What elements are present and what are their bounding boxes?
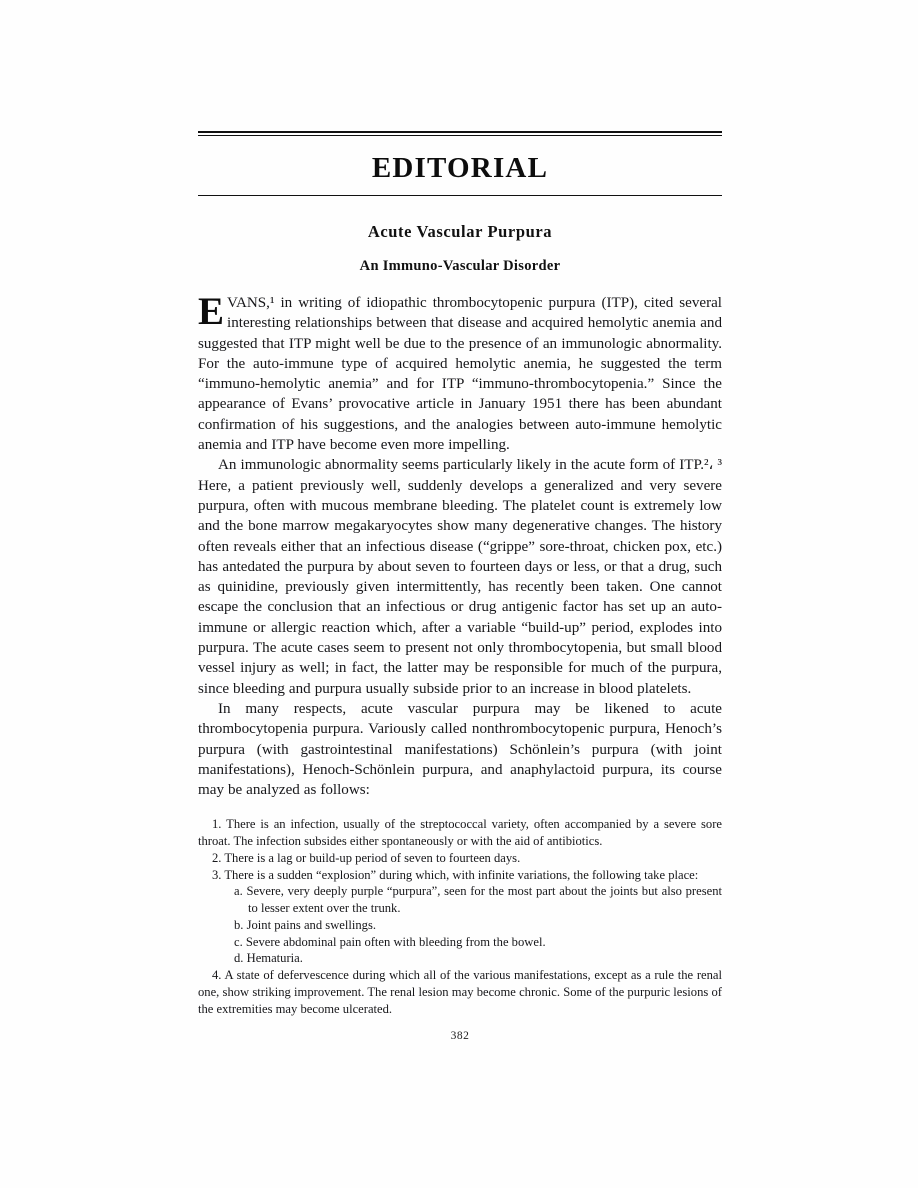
note-item-4: 4. A state of defervescence during which all of the various manifestations, except as a rule the renal one, show striking improvement. The renal lesion may become chronic. Some of the purpuric lesions of the extremities may become ulcerated. — [198, 968, 722, 1016]
paragraph-1 — [198, 290, 722, 455]
numbered-notes-list — [198, 816, 722, 1017]
note-item-2: 2. There is a lag or build-up period of seven to fourteen days. — [212, 850, 521, 865]
sub-notes-list — [198, 883, 722, 967]
sub-note-item-a: a. Severe, very deeply purple “purpura”, seen for the most part about the joints but also present to lesser extent over the trunk. — [234, 884, 722, 916]
sub-note-item-b: b. Joint pains and swellings. — [234, 917, 377, 932]
note-item-1: 1. There is an infection, usually of the streptococcal variety, often accompanied by a severe sore throat. The infection subsides either spontaneously or with the aid of antibiotics. — [198, 817, 722, 849]
paragraph-1-text: VANS,¹ in writing of idiopathic thrombocytopenic purpura (ITP), cited several interesting relationships between that disease and acquired hemolytic anemia and suggested that ITP might well be due to the presence of an immunologic abnormality. For the auto-immune type of acquired hemolytic anemia, he suggested the term “immuno-hemolytic anemia” and for ITP “immuno-thrombocytopenia.” Since the appearance of Evans’ provocative article in January 1951 there has been abundant confirmation of his suggestions, and the analogies between auto-immune hemolytic anemia and ITP have become even more impelling. — [198, 295, 722, 454]
page-number: 382 — [450, 1030, 470, 1043]
bottom-rule-divider — [198, 195, 722, 196]
top-rule-divider — [198, 131, 722, 136]
sub-note-item-d: d. Hematuria. — [234, 951, 303, 966]
page-title: EDITORIAL — [371, 152, 549, 184]
article-subtitle: An Immuno-Vascular Disorder — [359, 258, 561, 274]
article-content — [198, 131, 722, 1042]
sub-note-item-c: c. Severe abdominal pain often with bleeding from the bowel. — [234, 934, 546, 949]
drop-cap-letter: E — [198, 290, 225, 333]
paragraph-2: An immunologic abnormality seems particularly likely in the acute form of ITP.²، ³ Here, a patient previously well, suddenly develops a generalized and very severe purpura, often with mucous membrane bleeding. The platelet count is extremely low and the bone marrow megakaryocytes show many degenerative changes. The history often reveals either that an infectious disease (“grippe” sore-throat, chicken pox, etc.) has antedated the purpura by about seven to fourteen days or less, or that a drug, such as quinidine, previously given intermittently, has recently been taken. One cannot escape the conclusion that an infectious or drug antigenic factor has set up an auto-immune or allergic reaction which, after a variable “build-up” period, explodes into purpura. The acute cases seem to present not only thrombocytopenia, but small blood vessel injury as well; in fact, the latter may be responsible for much of the purpura, since bleeding and purpura usually subside prior to an increase in blood platelets. — [198, 457, 722, 697]
article-title: Acute Vascular Purpura — [367, 222, 553, 241]
paragraph-3: In many respects, acute vascular purpura may be likened to acute thrombocytopenia purpura. Variously called nonthrombocytopenic purpura, Henoch’s purpura (with gastrointestinal manifestations) Schönlein’s purpura (with joint manifestations), Henoch-Schönlein purpura, and anaphylactoid purpura, its course may be analyzed as follows: — [198, 700, 722, 799]
note-item-3: 3. There is a sudden “explosion” during which, with infinite variations, the following take place: — [212, 867, 699, 882]
